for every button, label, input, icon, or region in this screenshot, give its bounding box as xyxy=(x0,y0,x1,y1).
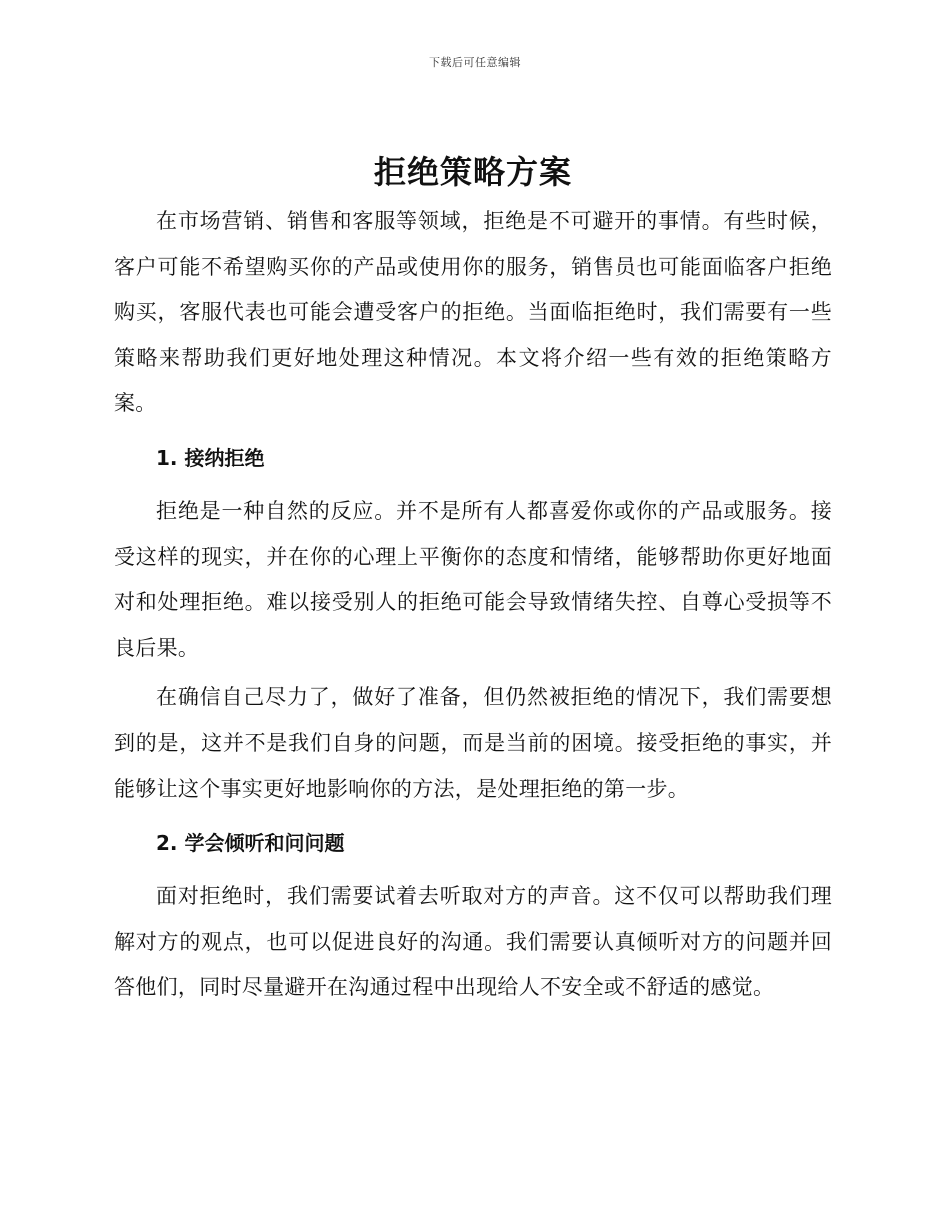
section-heading-accept-rejection: 1. 接纳拒绝 xyxy=(156,445,265,470)
section-1-paragraph-1: 拒绝是一种自然的反应。并不是所有人都喜爱你或你的产品或服务。接受这样的现实，并在你的心理上平衡你的态度和情绪，能够帮助你更好地面对和处理拒绝。难以接受别人的拒绝可能会导致情绪失控、自尊心受损等不良后果。 xyxy=(114,498,832,660)
page-header: 下载后可任意编辑 xyxy=(429,56,521,69)
section-heading-listen-and-ask: 2. 学会倾听和问问题 xyxy=(156,831,345,856)
section-2-paragraph-1: 面对拒绝时，我们需要试着去听取对方的声音。这不仅可以帮助我们理解对方的观点，也可以促进良好的沟通。我们需要认真倾听对方的问题并回答他们，同时尽量避开在沟通过程中出现给人不安全或不舒适的感觉。 xyxy=(114,884,832,1000)
document-title: 拒绝策略方案 xyxy=(373,153,572,191)
document-body xyxy=(114,148,832,1011)
intro-paragraph: 在市场营销、销售和客服等领域，拒绝是不可避开的事情。有些时候，客户可能不希望购买你的产品或使用你的服务，销售员也可能面临客户拒绝购买，客服代表也可能会遭受客户的拒绝。当面临拒绝时，我们需要有一些策略来帮助我们更好地处理这种情况。本文将介绍一些有效的拒绝策略方案。 xyxy=(114,209,832,416)
section-1-paragraph-2: 在确信自己尽力了，做好了准备，但仍然被拒绝的情况下，我们需要想到的是，这并不是我们自身的问题，而是当前的困境。接受拒绝的事实，并能够让这个事实更好地影响你的方法，是处理拒绝的第一步。 xyxy=(114,685,832,801)
